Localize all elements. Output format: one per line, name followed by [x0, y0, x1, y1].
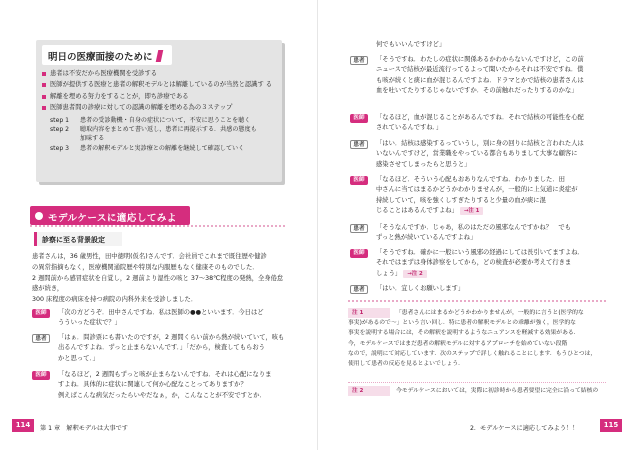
summary-title: 明日の医療面接のために	[42, 45, 172, 65]
case-background-text: 患者さんは，36 歳男性，田中徳明(仮名)さんです．会社員でこれまで既往歴や健診 の異常指摘もなく，医療機関通院歴や特別な内服歴もなく健康そのものでした． 2 週間前から感冒症状を自覚し，2 週前より湿性の咳と 37〜38℃程度の発熱，全身倦怠感が続き， 300 床程度の病床を持つ病院の内科外来を受診しました．	[32, 253, 284, 304]
patient-label: 患者	[350, 224, 368, 233]
dialog-turn: 患者 「はい．結核は感染するっていうし，別に身の回りに結核と言われた人は いないんですけど，営業職をやっている都合もありまして大事な顧客に 感染させてしまったらと思うと」	[350, 139, 612, 170]
dotted-divider	[30, 225, 285, 227]
dialog-turn: 医師 「なるほど，2 週間もずっと咳が止まらないんですね．それは心配になりま すよね．具体的に症状に関連して何か心配なことってありますか？ 例えばこんな病気だったらいやだなぁ，か，こんなことが不安ですとか．	[32, 370, 288, 401]
doctor-label: 医師	[32, 371, 50, 380]
dialog-turn: 患者 「そうなんですか．じゃあ，私のはただの風邪なんですかね？ でも ずっと熱が続いているんですよね」	[350, 223, 612, 244]
model-case-heading: モデルケースに適応してみよ	[30, 206, 190, 225]
patient-label: 患者	[350, 140, 368, 149]
summary-bullets	[42, 69, 276, 114]
summary-box	[36, 40, 282, 182]
summary-steps	[42, 116, 276, 154]
page-number: 114	[12, 419, 34, 432]
page-number: 115	[600, 419, 622, 432]
heading-dot-icon	[35, 212, 43, 220]
dialog-turn: 医師 「そうですね．確かに一般にいう風邪の経過にしては長引いてますよね． それではまずは身体診察をしてから，どの検査が必要か考えて行きま しょう」 →注 2	[350, 248, 612, 279]
patient-label: 患者	[350, 285, 368, 294]
doctor-label: 医師	[32, 309, 50, 318]
summary-bullet: 患者は不安だから医療機関を受診する	[42, 69, 276, 79]
summary-bullet: 医師が提供する医療と患者の解釈モデルとは解離しているのが当然と認識す る	[42, 80, 276, 90]
dialog-turn: 医師 「次の方どうぞ．田中さんですね．私は医師の●●といいます．今日はど うういった症状で？」	[32, 308, 288, 329]
step-row: step 1 患者の受診動機・自身の症状について，不安に思うことを聴く	[50, 116, 251, 124]
patient-label: 患者	[32, 334, 50, 343]
note-1-label: 注 1	[348, 308, 390, 318]
dialog-turn: 患者 「はぁ．問診票にも書いたのですが，2 週間くらい前から熱が続いていて，咳も 出るんですよね．ずっと止まらないんです．」「だから，検査してもらおう かと思って．」	[32, 333, 288, 364]
summary-bullet: 医師患者間の診療に対しての認識の解離を埋める為の３ステップ	[42, 103, 276, 113]
case-background-label: 診察に至る背景設定	[34, 232, 122, 246]
note-2-reference[interactable]: →注 2	[403, 270, 427, 278]
exclamation-mark-icon	[155, 50, 163, 62]
note-2-label: 注 2	[348, 386, 390, 396]
dialog-turn: 何でもいいんですけど」	[376, 41, 446, 48]
note-1: 注 1 「患者さんにはまるかどうかわかりませんが，一般的に言うと(医学的な 事実)があるので〜」という言い回し．特に患者の解釈モデルとの乖離が強く，医学的な 事実を説明する場合には，その解釈を説明するようなニュアンスを軽減する効果がある． 今，モデルケースではまだ患者の解釈モデルに対するアプローチを始めていない段階 なので，説明にて対応しています．次のステップで詳しく触れることにします．もうひとつは， 使用して患者の反応を見るとよいでしょう．	[348, 310, 597, 368]
dialog-turn: 医師 「なるほど．そういう心配もおありなんですね．わかりました．田 中さんに当てはまるかどうかわかりませんが，一般的に上気道に炎症が 持続していて，咳を強くしすぎたりすると少量の血が痰に混 じることはあるんですよね」 →注 1	[350, 175, 612, 217]
step-row: step 3 患者の解釈モデルと実診療との解離を継続して確認していく	[50, 144, 245, 152]
note-2: 注 2 今モデルケースにおいては，実際に初診時から患者要望に完全に沿って結核の	[348, 382, 606, 396]
notes-section	[348, 300, 606, 404]
dialog-turn: 医師 「なるほど，血が混じることがあるんですね．それで結核の可能性を心配 されているんですね．」	[350, 113, 612, 134]
dialog-turn: 患者 「はい．宜しくお願いします」	[350, 284, 612, 294]
patient-label: 患者	[350, 56, 368, 65]
running-footer: 2．モデルケースに適応してみよう！！	[470, 425, 579, 432]
doctor-label: 医師	[350, 249, 368, 258]
doctor-label: 医師	[350, 176, 368, 185]
doctor-label: 医師	[350, 114, 368, 123]
running-footer: 第 1 章 解釈モデルは大事です	[40, 425, 128, 432]
right-page	[317, 0, 635, 450]
note-1-reference[interactable]: →注 1	[460, 207, 484, 215]
step-row: step 2 聴取内容をまとめて書い返し，患者に再提示する．共感の態度も	[50, 126, 257, 134]
dialog-turn: 患者 「そうですね．わたしの症状に関係あるかわからないんですけど，この前 ニュースで結核が最近流行ってるよって聞いたからそれは不安ですね．僕 も咳が続くと痰に血が混じるんですよね．ドラマとかで結核の患者さんは 血を吐いてたりするじゃないですか．その前触れだったりするのかな」	[350, 55, 612, 97]
summary-bullet: 解離を埋める努力をすることが，即ち診療である	[42, 92, 276, 102]
step-row: 加味する	[80, 135, 105, 143]
